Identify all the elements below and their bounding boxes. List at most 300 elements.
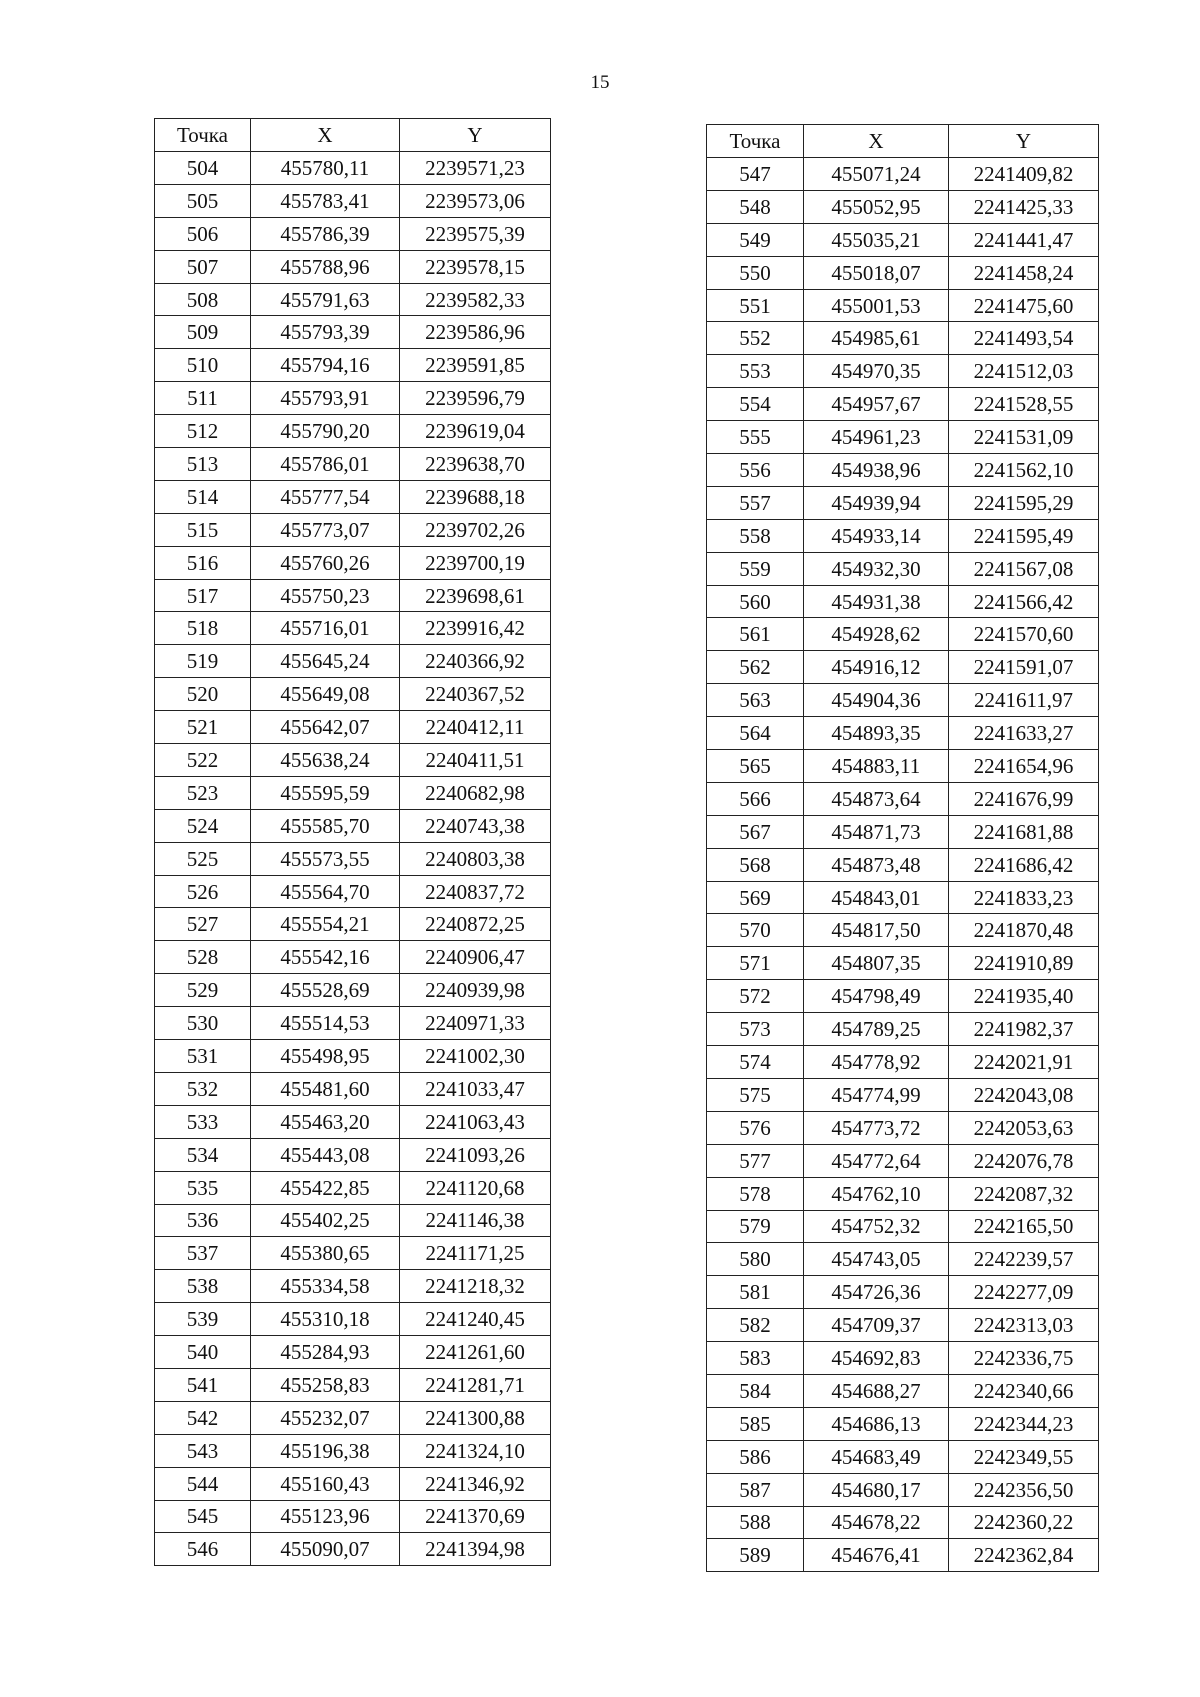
x-coordinate-cell: 455123,96 (251, 1500, 400, 1533)
table-row (155, 415, 551, 448)
y-coordinate-cell: 2241982,37 (949, 1013, 1099, 1046)
y-coordinate-cell: 2241218,32 (400, 1270, 551, 1303)
y-coordinate-cell: 2240971,33 (400, 1007, 551, 1040)
x-coordinate-cell: 454932,30 (804, 552, 949, 585)
x-coordinate-cell: 454692,83 (804, 1342, 949, 1375)
x-coordinate-cell: 455514,53 (251, 1007, 400, 1040)
y-coordinate-cell: 2239619,04 (400, 415, 551, 448)
table-row (155, 152, 551, 185)
table-row (155, 184, 551, 217)
x-coordinate-cell: 455498,95 (251, 1040, 400, 1073)
table-row (155, 1303, 551, 1336)
x-coordinate-cell: 455001,53 (804, 289, 949, 322)
x-coordinate-cell: 454928,62 (804, 618, 949, 651)
table-row (155, 974, 551, 1007)
table-row (707, 1276, 1099, 1309)
x-coordinate-cell: 454774,99 (804, 1078, 949, 1111)
y-coordinate-cell: 2241686,42 (949, 848, 1099, 881)
point-number-cell: 569 (707, 881, 804, 914)
y-coordinate-cell: 2241676,99 (949, 782, 1099, 815)
table-row (155, 908, 551, 941)
x-coordinate-cell: 454778,92 (804, 1046, 949, 1079)
y-coordinate-cell: 2239586,96 (400, 316, 551, 349)
point-number-cell: 532 (155, 1072, 251, 1105)
x-coordinate-cell: 454933,14 (804, 519, 949, 552)
point-number-cell: 504 (155, 152, 251, 185)
y-coordinate-cell: 2241409,82 (949, 158, 1099, 191)
table-row (155, 645, 551, 678)
x-coordinate-cell: 455788,96 (251, 250, 400, 283)
y-coordinate-cell: 2242239,57 (949, 1243, 1099, 1276)
table-row (707, 1046, 1099, 1079)
point-number-cell: 556 (707, 454, 804, 487)
column-header-x: X (804, 125, 949, 158)
table-row (155, 1204, 551, 1237)
point-number-cell: 507 (155, 250, 251, 283)
x-coordinate-cell: 454807,35 (804, 947, 949, 980)
point-number-cell: 537 (155, 1237, 251, 1270)
y-coordinate-cell: 2242277,09 (949, 1276, 1099, 1309)
x-coordinate-cell: 454762,10 (804, 1177, 949, 1210)
point-number-cell: 505 (155, 184, 251, 217)
y-coordinate-cell: 2239698,61 (400, 579, 551, 612)
point-number-cell: 554 (707, 388, 804, 421)
x-coordinate-cell: 455463,20 (251, 1105, 400, 1138)
table-row (155, 1336, 551, 1369)
table-body-right (707, 158, 1099, 1572)
y-coordinate-cell: 2241681,88 (949, 815, 1099, 848)
table-row (707, 947, 1099, 980)
x-coordinate-cell: 455760,26 (251, 546, 400, 579)
x-coordinate-cell: 454931,38 (804, 585, 949, 618)
x-coordinate-cell: 454916,12 (804, 651, 949, 684)
point-number-cell: 588 (707, 1506, 804, 1539)
table-row (155, 842, 551, 875)
y-coordinate-cell: 2242349,55 (949, 1440, 1099, 1473)
point-number-cell: 533 (155, 1105, 251, 1138)
table-row (707, 1440, 1099, 1473)
point-number-cell: 513 (155, 448, 251, 481)
y-coordinate-cell: 2241300,88 (400, 1401, 551, 1434)
x-coordinate-cell: 455258,83 (251, 1368, 400, 1401)
table-row (155, 941, 551, 974)
y-coordinate-cell: 2239700,19 (400, 546, 551, 579)
y-coordinate-cell: 2242021,91 (949, 1046, 1099, 1079)
x-coordinate-cell: 455564,70 (251, 875, 400, 908)
point-number-cell: 531 (155, 1040, 251, 1073)
y-coordinate-cell: 2240682,98 (400, 776, 551, 809)
point-number-cell: 530 (155, 1007, 251, 1040)
x-coordinate-cell: 454773,72 (804, 1111, 949, 1144)
point-number-cell: 522 (155, 744, 251, 777)
y-coordinate-cell: 2241566,42 (949, 585, 1099, 618)
x-coordinate-cell: 455071,24 (804, 158, 949, 191)
y-coordinate-cell: 2239591,85 (400, 349, 551, 382)
y-coordinate-cell: 2241870,48 (949, 914, 1099, 947)
point-number-cell: 518 (155, 612, 251, 645)
x-coordinate-cell: 454883,11 (804, 750, 949, 783)
x-coordinate-cell: 454683,49 (804, 1440, 949, 1473)
point-number-cell: 555 (707, 421, 804, 454)
x-coordinate-cell: 454843,01 (804, 881, 949, 914)
y-coordinate-cell: 2240906,47 (400, 941, 551, 974)
coordinates-table-left (154, 118, 551, 1566)
x-coordinate-cell: 454871,73 (804, 815, 949, 848)
x-coordinate-cell: 455645,24 (251, 645, 400, 678)
x-coordinate-cell: 455793,91 (251, 382, 400, 415)
point-number-cell: 568 (707, 848, 804, 881)
point-number-cell: 557 (707, 486, 804, 519)
y-coordinate-cell: 2239578,15 (400, 250, 551, 283)
point-number-cell: 575 (707, 1078, 804, 1111)
y-coordinate-cell: 2241261,60 (400, 1336, 551, 1369)
table-row (707, 881, 1099, 914)
y-coordinate-cell: 2241654,96 (949, 750, 1099, 783)
point-number-cell: 542 (155, 1401, 251, 1434)
table-row (707, 914, 1099, 947)
point-number-cell: 521 (155, 711, 251, 744)
point-number-cell: 562 (707, 651, 804, 684)
point-number-cell: 584 (707, 1374, 804, 1407)
y-coordinate-cell: 2241002,30 (400, 1040, 551, 1073)
table-row (155, 513, 551, 546)
y-coordinate-cell: 2241146,38 (400, 1204, 551, 1237)
point-number-cell: 579 (707, 1210, 804, 1243)
table-row (707, 223, 1099, 256)
table-row (155, 612, 551, 645)
table-row (707, 1013, 1099, 1046)
column-header-y: Y (949, 125, 1099, 158)
y-coordinate-cell: 2241528,55 (949, 388, 1099, 421)
y-coordinate-cell: 2242344,23 (949, 1407, 1099, 1440)
y-coordinate-cell: 2241171,25 (400, 1237, 551, 1270)
table-row (155, 382, 551, 415)
y-coordinate-cell: 2241591,07 (949, 651, 1099, 684)
y-coordinate-cell: 2241458,24 (949, 256, 1099, 289)
y-coordinate-cell: 2240743,38 (400, 809, 551, 842)
point-number-cell: 566 (707, 782, 804, 815)
table-row (707, 454, 1099, 487)
x-coordinate-cell: 455196,38 (251, 1434, 400, 1467)
x-coordinate-cell: 455716,01 (251, 612, 400, 645)
x-coordinate-cell: 455773,07 (251, 513, 400, 546)
table-row (155, 579, 551, 612)
y-coordinate-cell: 2242313,03 (949, 1309, 1099, 1342)
table-row (155, 875, 551, 908)
point-number-cell: 541 (155, 1368, 251, 1401)
x-coordinate-cell: 455750,23 (251, 579, 400, 612)
x-coordinate-cell: 454961,23 (804, 421, 949, 454)
point-number-cell: 581 (707, 1276, 804, 1309)
x-coordinate-cell: 454678,22 (804, 1506, 949, 1539)
y-coordinate-cell: 2239596,79 (400, 382, 551, 415)
x-coordinate-cell: 454817,50 (804, 914, 949, 947)
point-number-cell: 572 (707, 980, 804, 1013)
table-row (707, 848, 1099, 881)
y-coordinate-cell: 2241346,92 (400, 1467, 551, 1500)
point-number-cell: 539 (155, 1303, 251, 1336)
y-coordinate-cell: 2241910,89 (949, 947, 1099, 980)
x-coordinate-cell: 454893,35 (804, 717, 949, 750)
x-coordinate-cell: 455422,85 (251, 1171, 400, 1204)
point-number-cell: 582 (707, 1309, 804, 1342)
y-coordinate-cell: 2241570,60 (949, 618, 1099, 651)
y-coordinate-cell: 2241093,26 (400, 1138, 551, 1171)
y-coordinate-cell: 2241531,09 (949, 421, 1099, 454)
table-row (707, 684, 1099, 717)
x-coordinate-cell: 455160,43 (251, 1467, 400, 1500)
table-row (155, 1105, 551, 1138)
y-coordinate-cell: 2242340,66 (949, 1374, 1099, 1407)
table-row (155, 546, 551, 579)
x-coordinate-cell: 455649,08 (251, 678, 400, 711)
y-coordinate-cell: 2241833,23 (949, 881, 1099, 914)
x-coordinate-cell: 455777,54 (251, 480, 400, 513)
table-row (707, 1144, 1099, 1177)
x-coordinate-cell: 455310,18 (251, 1303, 400, 1336)
table-row (707, 552, 1099, 585)
y-coordinate-cell: 2241475,60 (949, 289, 1099, 322)
point-number-cell: 523 (155, 776, 251, 809)
x-coordinate-cell: 454688,27 (804, 1374, 949, 1407)
y-coordinate-cell: 2242336,75 (949, 1342, 1099, 1375)
point-number-cell: 585 (707, 1407, 804, 1440)
point-number-cell: 558 (707, 519, 804, 552)
x-coordinate-cell: 455528,69 (251, 974, 400, 1007)
point-number-cell: 512 (155, 415, 251, 448)
y-coordinate-cell: 2241370,69 (400, 1500, 551, 1533)
x-coordinate-cell: 454726,36 (804, 1276, 949, 1309)
x-coordinate-cell: 455481,60 (251, 1072, 400, 1105)
table-row (707, 1177, 1099, 1210)
y-coordinate-cell: 2240803,38 (400, 842, 551, 875)
x-coordinate-cell: 455284,93 (251, 1336, 400, 1369)
table-row (155, 744, 551, 777)
table-row (155, 1434, 551, 1467)
x-coordinate-cell: 454680,17 (804, 1473, 949, 1506)
table-row (707, 782, 1099, 815)
x-coordinate-cell: 454676,41 (804, 1539, 949, 1572)
y-coordinate-cell: 2241493,54 (949, 322, 1099, 355)
x-coordinate-cell: 455542,16 (251, 941, 400, 974)
table-row (155, 711, 551, 744)
point-number-cell: 511 (155, 382, 251, 415)
table-row (155, 480, 551, 513)
y-coordinate-cell: 2240411,51 (400, 744, 551, 777)
x-coordinate-cell: 455786,01 (251, 448, 400, 481)
table-row (155, 1500, 551, 1533)
table-row (155, 1270, 551, 1303)
column-header-point: Точка (707, 125, 804, 158)
y-coordinate-cell: 2240367,52 (400, 678, 551, 711)
y-coordinate-cell: 2241394,98 (400, 1533, 551, 1566)
x-coordinate-cell: 454957,67 (804, 388, 949, 421)
x-coordinate-cell: 455794,16 (251, 349, 400, 382)
x-coordinate-cell: 455780,11 (251, 152, 400, 185)
point-number-cell: 553 (707, 355, 804, 388)
point-number-cell: 519 (155, 645, 251, 678)
point-number-cell: 570 (707, 914, 804, 947)
y-coordinate-cell: 2239573,06 (400, 184, 551, 217)
point-number-cell: 563 (707, 684, 804, 717)
x-coordinate-cell: 455380,65 (251, 1237, 400, 1270)
x-coordinate-cell: 455334,58 (251, 1270, 400, 1303)
point-number-cell: 580 (707, 1243, 804, 1276)
x-coordinate-cell: 454938,96 (804, 454, 949, 487)
y-coordinate-cell: 2241240,45 (400, 1303, 551, 1336)
table-row (155, 316, 551, 349)
x-coordinate-cell: 455585,70 (251, 809, 400, 842)
table-row (707, 651, 1099, 684)
point-number-cell: 583 (707, 1342, 804, 1375)
point-number-cell: 573 (707, 1013, 804, 1046)
table-row (707, 421, 1099, 454)
point-number-cell: 544 (155, 1467, 251, 1500)
y-coordinate-cell: 2240412,11 (400, 711, 551, 744)
table-body-left (155, 152, 551, 1566)
point-number-cell: 574 (707, 1046, 804, 1079)
point-number-cell: 560 (707, 585, 804, 618)
table-row (155, 1401, 551, 1434)
column-header-point: Точка (155, 119, 251, 152)
y-coordinate-cell: 2239575,39 (400, 217, 551, 250)
table-row (707, 1243, 1099, 1276)
x-coordinate-cell: 455793,39 (251, 316, 400, 349)
point-number-cell: 564 (707, 717, 804, 750)
y-coordinate-cell: 2241595,49 (949, 519, 1099, 552)
y-coordinate-cell: 2239638,70 (400, 448, 551, 481)
table-row (707, 815, 1099, 848)
y-coordinate-cell: 2241595,29 (949, 486, 1099, 519)
x-coordinate-cell: 454939,94 (804, 486, 949, 519)
y-coordinate-cell: 2242076,78 (949, 1144, 1099, 1177)
table-row (707, 1111, 1099, 1144)
table-row (155, 1467, 551, 1500)
point-number-cell: 552 (707, 322, 804, 355)
point-number-cell: 543 (155, 1434, 251, 1467)
point-number-cell: 535 (155, 1171, 251, 1204)
point-number-cell: 529 (155, 974, 251, 1007)
table-row (155, 1368, 551, 1401)
x-coordinate-cell: 454772,64 (804, 1144, 949, 1177)
y-coordinate-cell: 2241120,68 (400, 1171, 551, 1204)
point-number-cell: 536 (155, 1204, 251, 1237)
table-row (155, 250, 551, 283)
x-coordinate-cell: 455790,20 (251, 415, 400, 448)
x-coordinate-cell: 454985,61 (804, 322, 949, 355)
x-coordinate-cell: 455573,55 (251, 842, 400, 875)
point-number-cell: 551 (707, 289, 804, 322)
table-row (707, 585, 1099, 618)
point-number-cell: 510 (155, 349, 251, 382)
point-number-cell: 547 (707, 158, 804, 191)
y-coordinate-cell: 2239702,26 (400, 513, 551, 546)
x-coordinate-cell: 455786,39 (251, 217, 400, 250)
point-number-cell: 589 (707, 1539, 804, 1572)
y-coordinate-cell: 2241063,43 (400, 1105, 551, 1138)
y-coordinate-cell: 2242165,50 (949, 1210, 1099, 1243)
y-coordinate-cell: 2241562,10 (949, 454, 1099, 487)
x-coordinate-cell: 455090,07 (251, 1533, 400, 1566)
table-row (707, 1309, 1099, 1342)
point-number-cell: 559 (707, 552, 804, 585)
y-coordinate-cell: 2242356,50 (949, 1473, 1099, 1506)
x-coordinate-cell: 455642,07 (251, 711, 400, 744)
x-coordinate-cell: 454798,49 (804, 980, 949, 1013)
x-coordinate-cell: 455035,21 (804, 223, 949, 256)
point-number-cell: 508 (155, 283, 251, 316)
x-coordinate-cell: 454873,64 (804, 782, 949, 815)
table-row (707, 1539, 1099, 1572)
point-number-cell: 576 (707, 1111, 804, 1144)
column-header-x: X (251, 119, 400, 152)
y-coordinate-cell: 2240872,25 (400, 908, 551, 941)
point-number-cell: 548 (707, 190, 804, 223)
x-coordinate-cell: 454743,05 (804, 1243, 949, 1276)
table-row (707, 980, 1099, 1013)
table-row (155, 349, 551, 382)
table-row (155, 1533, 551, 1566)
point-number-cell: 545 (155, 1500, 251, 1533)
point-number-cell: 587 (707, 1473, 804, 1506)
table-row (707, 1374, 1099, 1407)
x-coordinate-cell: 455232,07 (251, 1401, 400, 1434)
x-coordinate-cell: 454970,35 (804, 355, 949, 388)
table-row (707, 1342, 1099, 1375)
table-row (155, 1040, 551, 1073)
point-number-cell: 561 (707, 618, 804, 651)
point-number-cell: 524 (155, 809, 251, 842)
x-coordinate-cell: 454709,37 (804, 1309, 949, 1342)
point-number-cell: 549 (707, 223, 804, 256)
column-header-y: Y (400, 119, 551, 152)
y-coordinate-cell: 2241567,08 (949, 552, 1099, 585)
table-row (155, 283, 551, 316)
table-row (707, 322, 1099, 355)
table-row (155, 1171, 551, 1204)
x-coordinate-cell: 454873,48 (804, 848, 949, 881)
point-number-cell: 509 (155, 316, 251, 349)
x-coordinate-cell: 455052,95 (804, 190, 949, 223)
table-row (707, 1506, 1099, 1539)
x-coordinate-cell: 455791,63 (251, 283, 400, 316)
y-coordinate-cell: 2240837,72 (400, 875, 551, 908)
table-row (707, 1407, 1099, 1440)
y-coordinate-cell: 2241935,40 (949, 980, 1099, 1013)
table-row (707, 355, 1099, 388)
table-header-row (155, 119, 551, 152)
table-row (155, 1007, 551, 1040)
x-coordinate-cell: 455402,25 (251, 1204, 400, 1237)
point-number-cell: 546 (155, 1533, 251, 1566)
point-number-cell: 586 (707, 1440, 804, 1473)
point-number-cell: 550 (707, 256, 804, 289)
point-number-cell: 528 (155, 941, 251, 974)
y-coordinate-cell: 2240939,98 (400, 974, 551, 1007)
y-coordinate-cell: 2239571,23 (400, 152, 551, 185)
y-coordinate-cell: 2242053,63 (949, 1111, 1099, 1144)
y-coordinate-cell: 2239916,42 (400, 612, 551, 645)
y-coordinate-cell: 2239582,33 (400, 283, 551, 316)
y-coordinate-cell: 2241324,10 (400, 1434, 551, 1467)
y-coordinate-cell: 2241512,03 (949, 355, 1099, 388)
y-coordinate-cell: 2242087,32 (949, 1177, 1099, 1210)
point-number-cell: 514 (155, 480, 251, 513)
point-number-cell: 517 (155, 579, 251, 612)
table-row (707, 750, 1099, 783)
x-coordinate-cell: 455783,41 (251, 184, 400, 217)
x-coordinate-cell: 455554,21 (251, 908, 400, 941)
